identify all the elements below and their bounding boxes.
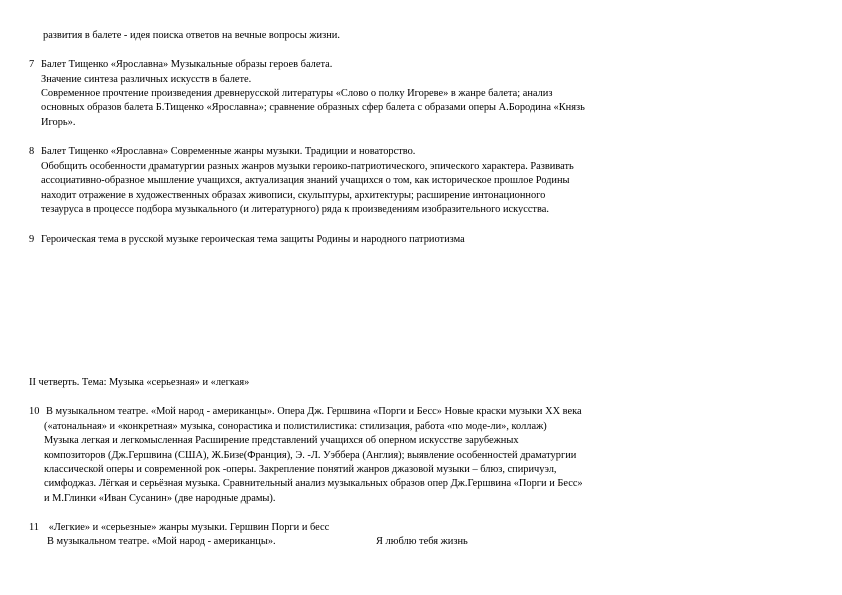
lesson-10-line: симфоджаз. Лёгкая и серьёзная музыка. Сравнительный анализ музыкальных образов опер Дж.Гершвина «Порги и Бесс»	[44, 478, 583, 489]
lesson-9-heading	[29, 233, 465, 248]
lesson-11-song: Я люблю тебя жизнь	[376, 536, 468, 547]
lesson-10-line: классической оперы и современной рок -оперы. Закрепление понятий жанров джазовой музыки – блюз, спиричуэл,	[44, 464, 557, 475]
lesson-title: «Легкие» и «серьезные» жанры музыки. Гершвин Порги и бесс	[46, 522, 330, 533]
lesson-7-line: Игорь».	[41, 117, 76, 128]
lesson-number: 8	[29, 146, 35, 157]
lesson-8-heading	[29, 145, 415, 160]
lesson-11-line: В музыкальном театре. «Мой народ - американцы».	[47, 536, 276, 547]
lesson-10-heading	[29, 405, 582, 420]
lesson-number: 7	[29, 59, 35, 70]
lesson-10-line: композиторов (Дж.Гершвина (США), Ж.Бизе(Франция), Э. -Л. Уэббера (Англия); выявление особенностей драматургии	[44, 450, 577, 461]
lesson-7-heading	[29, 58, 332, 73]
lesson-number: 9	[29, 234, 35, 245]
lesson-8-line: ассоциативно-образное мышление учащихся, актуализация знаний учащихся о том, как историческое прошлое Родины	[41, 175, 570, 186]
lesson-title: Балет Тищенко «Ярославна» Современные жанры музыки. Традиции и новаторство.	[41, 146, 416, 157]
lesson-7-line: основных образов балета Б.Тищенко «Ярославна»; сравнение образных сфер балета с образами оперы А.Бородина «Князь	[41, 102, 585, 113]
lesson-8-line: находит отражение в художественных образах живописи, скульптуры, архитектуры; расширение интонационного	[41, 190, 546, 201]
lesson-7-line: Значение синтеза различных искусств в балете.	[41, 74, 252, 85]
lesson-8-line: Обобщить особенности драматургии разных жанров музыки героико-патриотического, эпического характера. Развивать	[41, 161, 574, 172]
lesson-number: 11	[29, 522, 40, 533]
lesson-title: Балет Тищенко «Ярославна» Музыкальные образы героев балета.	[41, 59, 333, 70]
lesson-title: В музыкальном театре. «Мой народ - американцы». Опера Дж. Гершвина «Порги и Бесс» Новые краски музыки XX века	[46, 406, 582, 417]
lesson-7-line: Современное прочтение произведения древнерусской литературы «Слово о полку Игореве» в жанре балета; анализ	[41, 88, 553, 99]
lesson-title: Героическая тема в русской музыке героическая тема защиты Родины и народного патриотизма	[41, 234, 465, 245]
lesson-10-line: («атональная» и «конкретная» музыка, сонорастика и полистилистика: стилизация, работа «по моде-ли», коллаж)	[44, 421, 547, 432]
intro-line: развития в балете - идея поиска ответов на вечные вопросы жизни.	[43, 30, 340, 41]
lesson-number: 10	[29, 406, 40, 417]
lesson-10-line: Музыка легкая и легкомысленная Расширение представлений учащихся об оперном искусстве зарубежных	[44, 435, 519, 446]
quarter-heading: II четверть. Тема: Музыка «серьезная» и «легкая»	[29, 377, 250, 388]
lesson-10-line: и М.Глинки «Иван Сусанин» (две народные драмы).	[44, 493, 276, 504]
lesson-11-heading	[29, 521, 329, 536]
lesson-8-line: тезауруса в процессе подбора музыкального (и литературного) ряда к произведениям изобразительного искусства.	[41, 204, 549, 215]
